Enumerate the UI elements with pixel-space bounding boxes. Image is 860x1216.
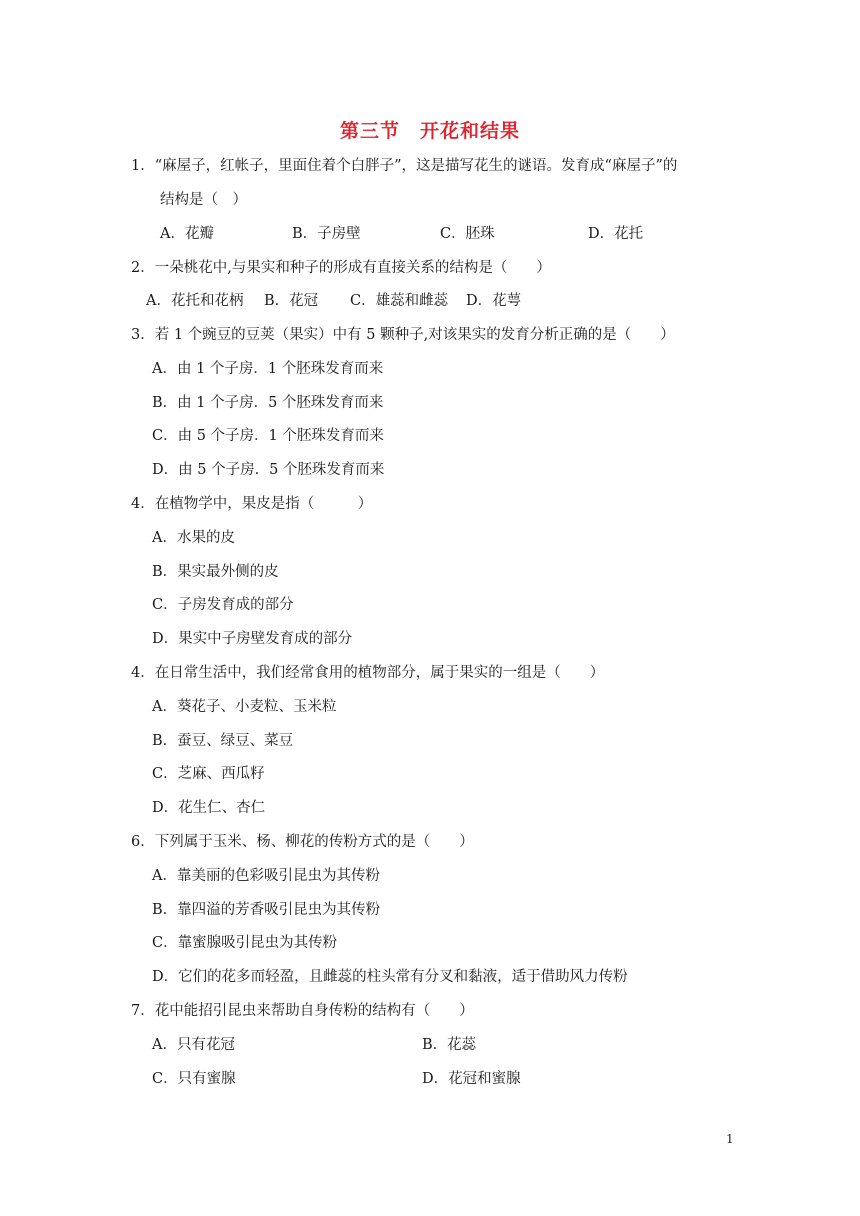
question-6-stem: 6．下列属于玉米、杨、柳花的传粉方式的是（ ） [131, 834, 474, 850]
question-4-option-d: D．果实中子房壁发育成的部分 [152, 631, 353, 647]
question-5-option-b: B．蚕豆、绿豆、菜豆 [152, 733, 294, 749]
question-3-option-a: A．由 1 个子房．1 个胚珠发育而来 [152, 361, 384, 377]
page-number: 1 [726, 1132, 734, 1146]
question-3-option-b: B．由 1 个子房．5 个胚珠发育而来 [152, 395, 384, 411]
question-3-option-c: C．由 5 个子房．1 个胚珠发育而来 [152, 428, 384, 444]
option-b: B．花冠 [264, 293, 319, 309]
option-b: B．子房壁 [292, 226, 361, 242]
question-1-stem-continued: 结构是（ ） [160, 192, 247, 208]
question-1-stem: 1．“麻屋子，红帐子，里面住着个白胖子”，这是描写花生的谜语。发育成“麻屋子”的 [131, 158, 678, 174]
option-a: A．花瓣 [160, 226, 214, 242]
question-4-option-c: C．子房发育成的部分 [152, 597, 294, 613]
option-d: D．花托 [588, 226, 644, 242]
option-d: D．花冠和蜜腺 [422, 1071, 521, 1087]
question-4-option-b: B．果实最外侧的皮 [152, 564, 279, 580]
question-6-option-b: B．靠四溢的芳香吸引昆虫为其传粉 [152, 902, 381, 918]
question-6-option-c: C．靠蜜腺吸引昆虫为其传粉 [152, 935, 338, 951]
page-title: 第三节 开花和结果 [339, 120, 520, 142]
question-5-option-a: A．葵花子、小麦粒、玉米粒 [152, 699, 337, 715]
question-2-stem: 2．一朵桃花中,与果实和种子的形成有直接关系的结构是（ ） [131, 260, 551, 276]
option-c: C．雄蕊和雌蕊 [350, 293, 449, 309]
question-4-option-a: A．水果的皮 [152, 530, 235, 546]
option-a: A．只有花冠 [152, 1037, 235, 1053]
option-d: D．花萼 [466, 293, 522, 309]
option-a: A．花托和花柄 [146, 293, 244, 309]
question-5-option-c: C．芝麻、西瓜籽 [152, 766, 265, 782]
question-6-option-a: A．靠美丽的色彩吸引昆虫为其传粉 [152, 868, 380, 884]
question-4-stem: 4．在植物学中，果皮是指（ ） [131, 496, 373, 512]
option-c: C．只有蜜腺 [152, 1071, 236, 1087]
question-3-option-d: D．由 5 个子房．5 个胚珠发育而来 [152, 462, 385, 478]
question-5-option-d: D．花生仁、杏仁 [152, 800, 266, 816]
option-b: B．花蕊 [422, 1037, 477, 1053]
question-6-option-d: D．它们的花多而轻盈，且雌蕊的柱头常有分叉和黏液，适于借助风力传粉 [152, 969, 628, 985]
option-c: C．胚珠 [440, 226, 495, 242]
question-7-stem: 7．花中能招引昆虫来帮助自身传粉的结构有（ ） [131, 1003, 474, 1019]
question-5-stem: 4．在日常生活中，我们经常食用的植物部分，属于果实的一组是（ ） [131, 665, 605, 681]
question-3-stem: 3．若 1 个豌豆的豆荚（果实）中有 5 颗种子,对该果实的发育分析正确的是（ ） [131, 327, 675, 343]
